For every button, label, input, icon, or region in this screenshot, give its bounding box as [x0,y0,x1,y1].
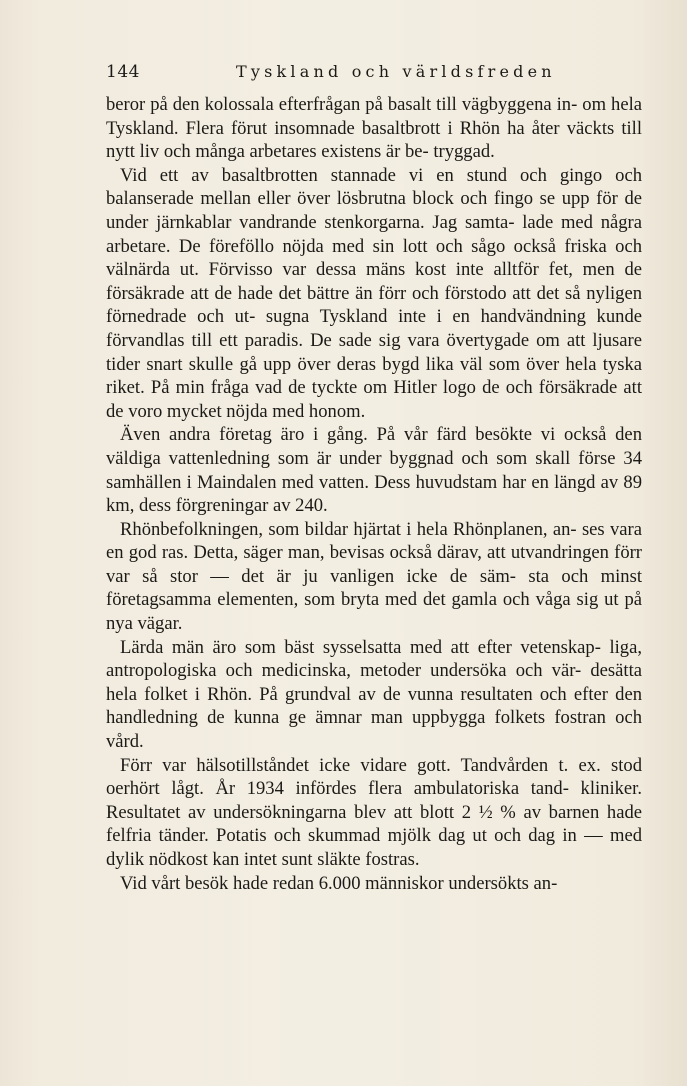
paragraph-5: Lärda män äro som bäst sysselsatta med att efter vetenskap- liga, antropologiska och medicinska, metoder undersöka och vär- desätta hela folket i Rhön. På grundval av de vunna resultaten och efter den handledning de kunna ge ämnar man uppbygga folkets fostran och vård. [106,636,642,753]
paragraph-6: Förr var hälsotillståndet icke vidare gott. Tandvården t. ex. stod oerhört lågt. År 1934 infördes flera ambulatoriska tand- kliniker. Resultatet av undersökningarna blev att blott 2 ½ % av barnen hade felfria tänder. Potatis och skummad mjölk dag ut och dag in — med dylik nödkost kan intet sunt släkte fostras. [106,754,642,870]
paragraph-1: beror på den kolossala efterfrågan på basalt till vägbyggena in- om hela Tyskland. Flera förut insomnade basaltbrott i Rhön ha åter väckts till nytt liv och många arbetares existens är be- tryggad. [106,94,642,163]
page-number: 144 [106,62,140,82]
paragraph-2: Vid ett av basaltbrotten stannade vi en stund och gingo och balanserade mellan eller över lösbrutna block och fingo se upp för de under järnkablar vandrande stenkorgarna. Jag samta- lade med några arbetare. De föreföllo nöjda med sin lott och sågo också friska och välnärda ut. Förvisso var dessa mäns kost inte alltför fet, men de försäkrade att de hade det bättre än förr och förstodo att det så nyligen förnedrade och ut- sugna Tyskland inte i en handvändning kunde förvandlas till ett paradis. De sade sig vara övertygade om att ljusare tider snart skulle gå upp över deras bygd lika väl som över hela tyska riket. På min fråga vad de tyckte om Hitler logo de och försäkrade att de voro mycket nöjda med honom. [106,164,642,422]
paragraph-4: Rhönbefolkningen, som bildar hjärtat i hela Rhönplanen, an- ses vara en god ras. Detta, säger man, bevisas också därav, att utvandringen förr var så stor — det är ju vanligen icke de säm- sta och minst företagsamma elementen, som bryta med det gamla och våga sig ut på nya vägar. [106,518,642,635]
paragraph-3: Även andra företag äro i gång. På vår färd besökte vi också den väldiga vattenledning som är under byggnad och som skall förse 34 samhällen i Maindalen med vatten. Dess huvudstam har en längd av 89 km, dess förgreningar av 240. [106,424,642,517]
running-title: Tyskland och världsfreden [236,62,556,81]
body-text [106,93,642,895]
paragraph-7: Vid vårt besök hade redan 6.000 människor undersökts an- [120,872,558,894]
page-header [106,62,642,86]
